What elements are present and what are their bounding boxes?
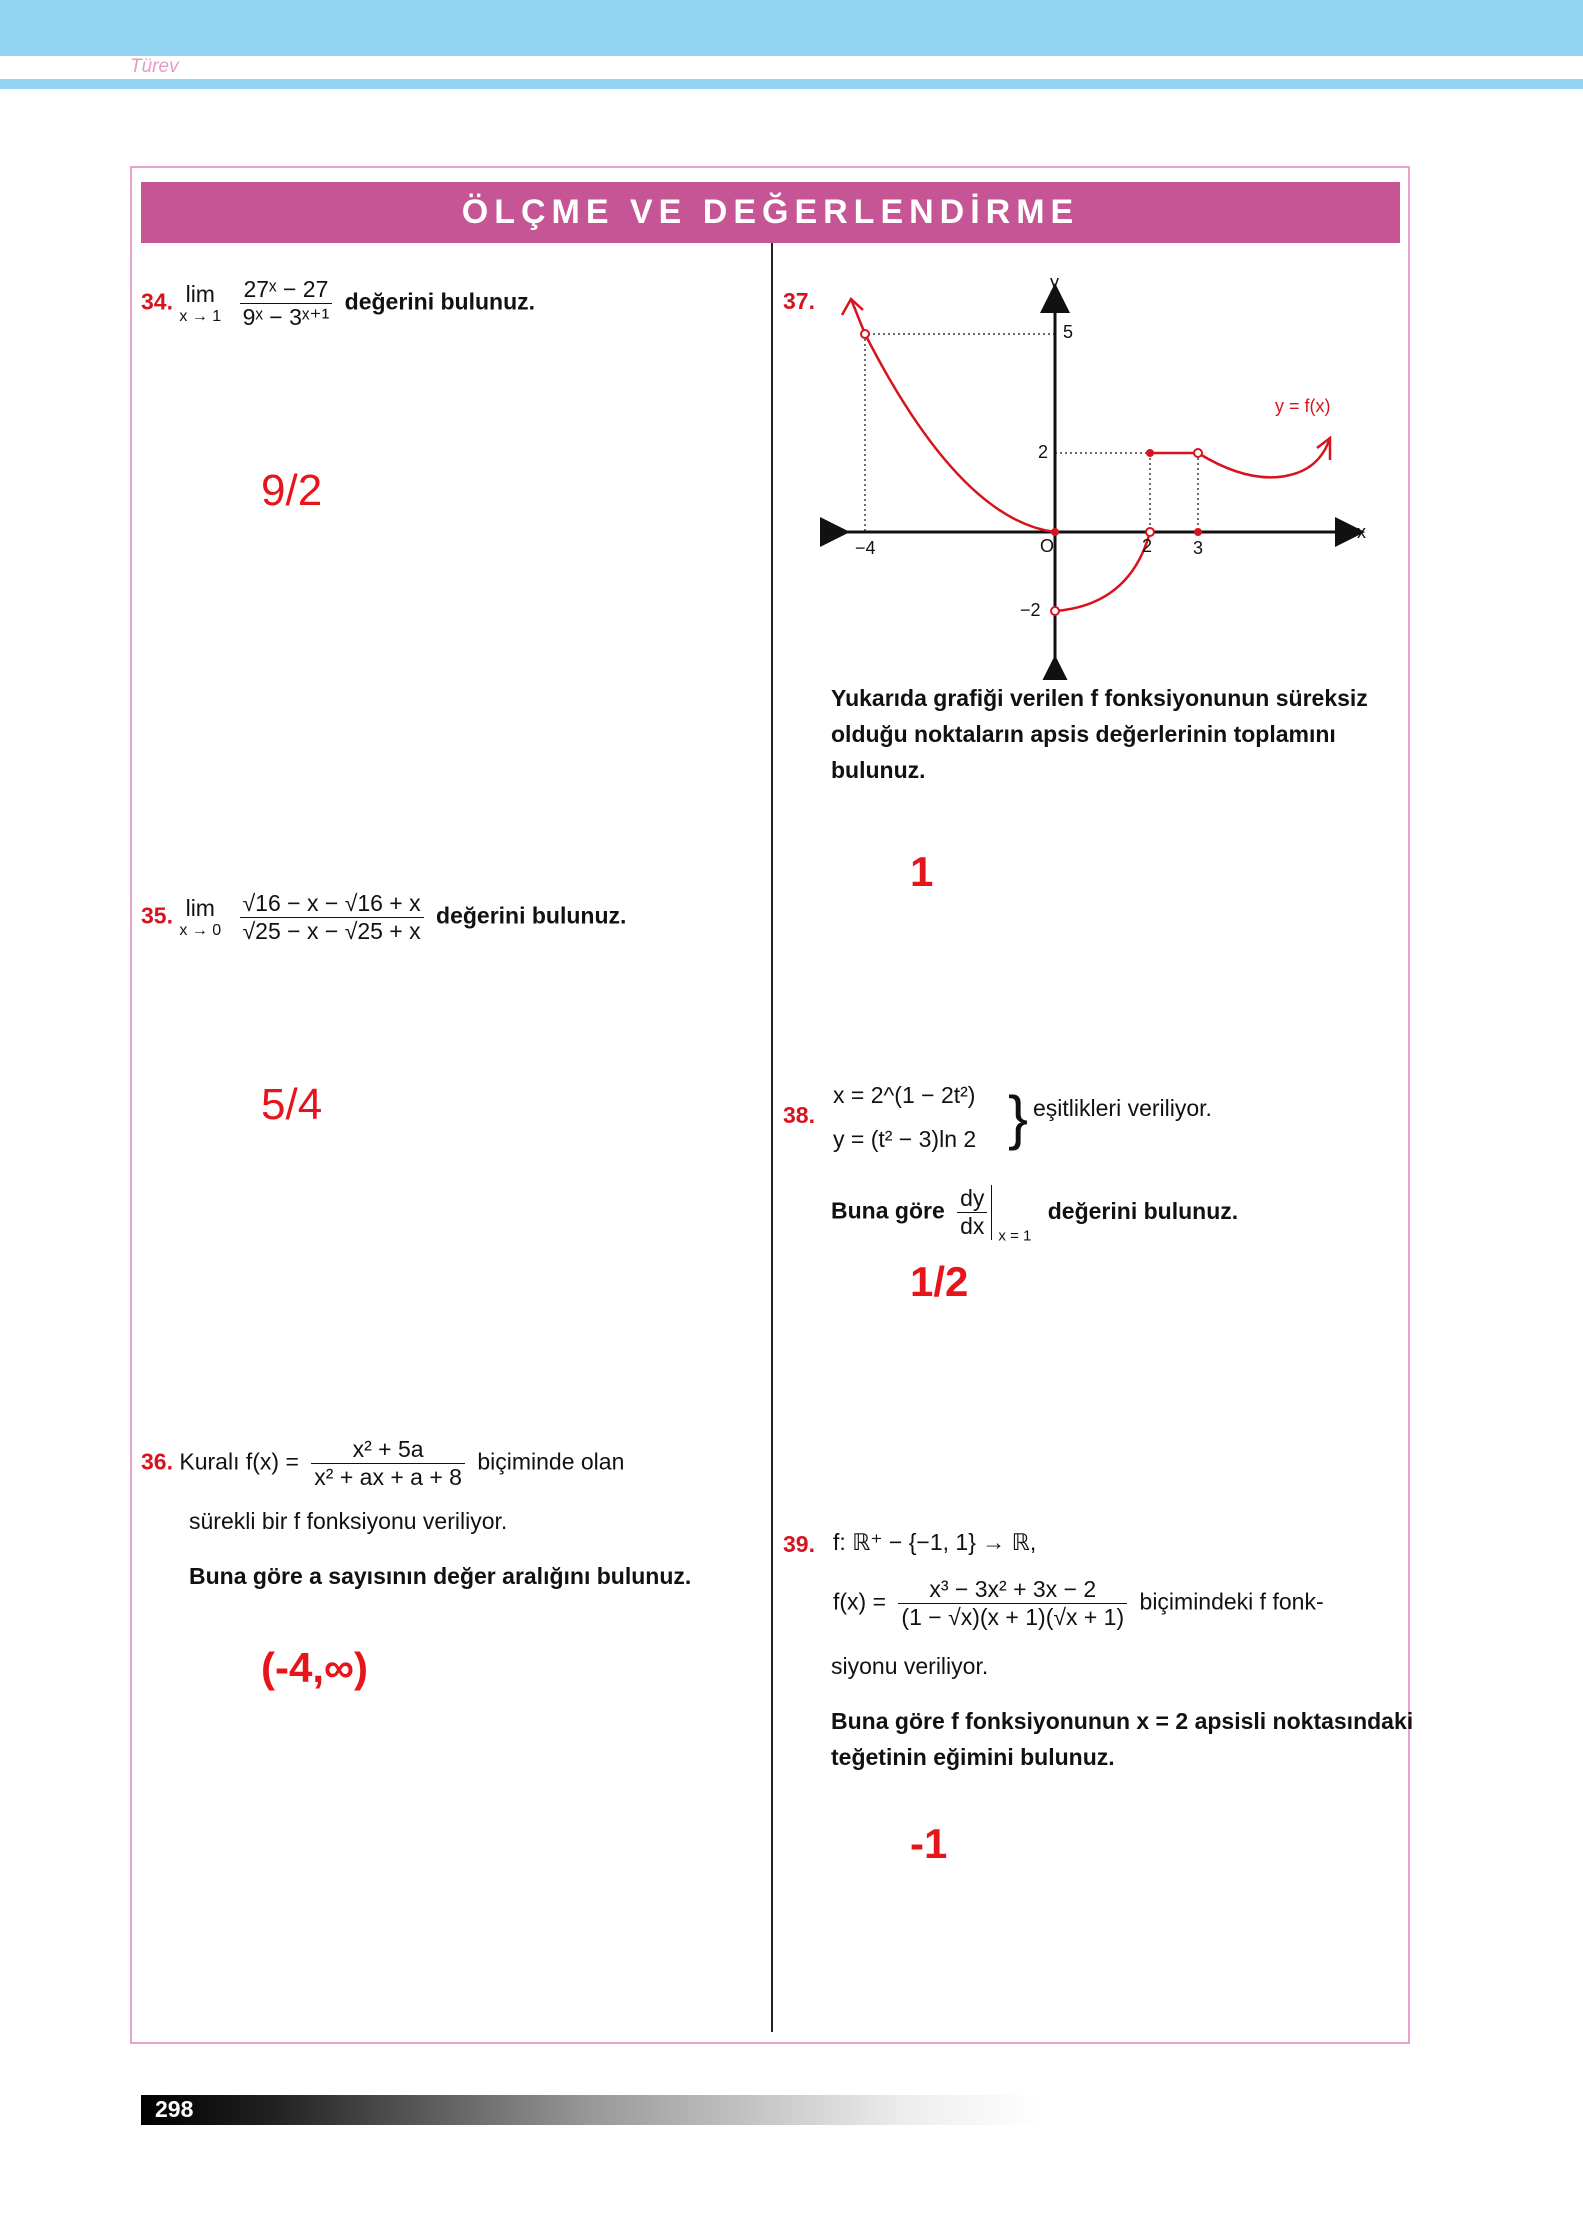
guide-lines	[865, 334, 1198, 532]
brace-icon: }	[1008, 1084, 1029, 1151]
numerator: x² + 5a	[311, 1436, 465, 1464]
q38-eq2: y = (t² − 3)ln 2	[833, 1126, 977, 1152]
denominator: √25 − x − √25 + x	[242, 918, 421, 944]
q37-line1: Yukarıda grafiği verilen f fonksiyonunun süreksiz	[831, 685, 1368, 711]
question-text: değerini bulunuz.	[436, 902, 627, 929]
q37-line3: bulunuz.	[831, 757, 926, 783]
section-banner: ÖLÇME VE DEĞERLENDİRME	[141, 182, 1400, 243]
answer-39: -1	[910, 1820, 948, 1867]
tick-x3: 3	[1193, 538, 1204, 558]
tick-origin: O	[1040, 536, 1055, 556]
denominator: 9ˣ − 3ˣ⁺¹	[242, 304, 330, 330]
numerator: √16 − x − √16 + x	[240, 890, 424, 918]
q38-eq1: x = 2^(1 − 2t²)	[833, 1082, 976, 1108]
page-number-bar	[141, 2095, 1044, 2125]
tick-y5: 5	[1063, 322, 1074, 342]
limit	[179, 281, 221, 326]
q37-line2: olduğu noktaların apsis değerlerinin toplamını	[831, 721, 1336, 747]
chapter-title: Türev	[130, 56, 179, 77]
numerator: 27ˣ − 27	[240, 276, 333, 304]
lim-label: lim	[185, 281, 215, 307]
fraction	[240, 276, 333, 331]
denominator: (1 − √x)(x + 1)(√x + 1)	[901, 1604, 1125, 1630]
function-label: y = f(x)	[1275, 396, 1331, 416]
fraction	[311, 1436, 465, 1491]
y-axis-label: y	[1050, 272, 1059, 292]
tick-neg4: −4	[855, 538, 876, 558]
q39-question-1: Buna göre f fonksiyonunun x = 2 apsisli noktasındaki	[831, 1708, 1414, 1734]
question-35	[141, 890, 626, 945]
tick-yneg2: −2	[1020, 600, 1041, 620]
function-prefix: f(x) =	[833, 1588, 887, 1615]
denominator: dx	[957, 1212, 987, 1240]
function-graph	[820, 270, 1380, 680]
derivative	[957, 1185, 992, 1240]
function-curve	[842, 299, 1330, 611]
lim-label: lim	[185, 895, 215, 921]
evaluation-point: x = 1	[998, 1227, 1032, 1245]
answer-38: 1/2	[910, 1258, 969, 1305]
column-divider	[771, 243, 773, 2032]
buna-gore: Buna göre	[831, 1197, 945, 1224]
question-34	[141, 276, 535, 331]
question-number-37: 37.	[783, 288, 815, 314]
function-suffix: biçiminde olan	[477, 1448, 625, 1475]
header-stripe	[0, 79, 1583, 89]
numerator: dy	[960, 1185, 985, 1211]
graph-points	[861, 330, 1202, 615]
answer-36: (-4,∞)	[261, 1644, 368, 1691]
q36-line2: sürekli bir f fonksiyonu veriliyor.	[189, 1508, 508, 1534]
numerator: x³ − 3x² + 3x − 2	[898, 1576, 1127, 1604]
q38-given: eşitlikleri veriliyor.	[1033, 1095, 1212, 1121]
top-color-bar	[0, 0, 1583, 56]
tick-y2: 2	[1038, 442, 1049, 462]
limit	[179, 895, 221, 940]
x-axis-label: x	[1357, 522, 1366, 542]
q39-line2: siyonu veriliyor.	[831, 1653, 989, 1679]
answer-35: 5/4	[261, 1080, 323, 1129]
q39-question-2: teğetinin eğimini bulunuz.	[831, 1744, 1115, 1770]
question-number: 36.	[141, 1448, 173, 1475]
question-number: 34.	[141, 288, 173, 315]
fraction	[240, 890, 424, 945]
denominator: x² + ax + a + 8	[314, 1464, 462, 1490]
question-number: 35.	[141, 902, 173, 929]
question-text: değerini bulunuz.	[344, 288, 536, 315]
question-number-39: 39.	[783, 1531, 815, 1557]
question-36	[141, 1436, 624, 1491]
function-suffix: biçimindeki f fonk-	[1139, 1588, 1324, 1615]
fraction	[898, 1576, 1127, 1631]
tick-x2: 2	[1142, 536, 1153, 556]
q36-question: Buna göre a sayısının değer aralığını bulunuz.	[189, 1563, 692, 1589]
function-prefix: Kuralı f(x) =	[179, 1448, 299, 1475]
q39-domain: f: ℝ⁺ − {−1, 1} → ℝ,	[833, 1529, 1037, 1555]
lim-sub: x → 0	[179, 922, 222, 939]
lim-sub: x → 1	[179, 308, 222, 325]
question-text: değerini bulunuz.	[1047, 1197, 1239, 1224]
q38-question	[831, 1185, 1238, 1245]
answer-37: 1	[910, 848, 934, 895]
answer-34: 9/2	[261, 466, 323, 515]
question-number-38: 38.	[783, 1102, 815, 1128]
q39-function	[833, 1576, 1324, 1631]
page-number: 298	[155, 2096, 194, 2122]
